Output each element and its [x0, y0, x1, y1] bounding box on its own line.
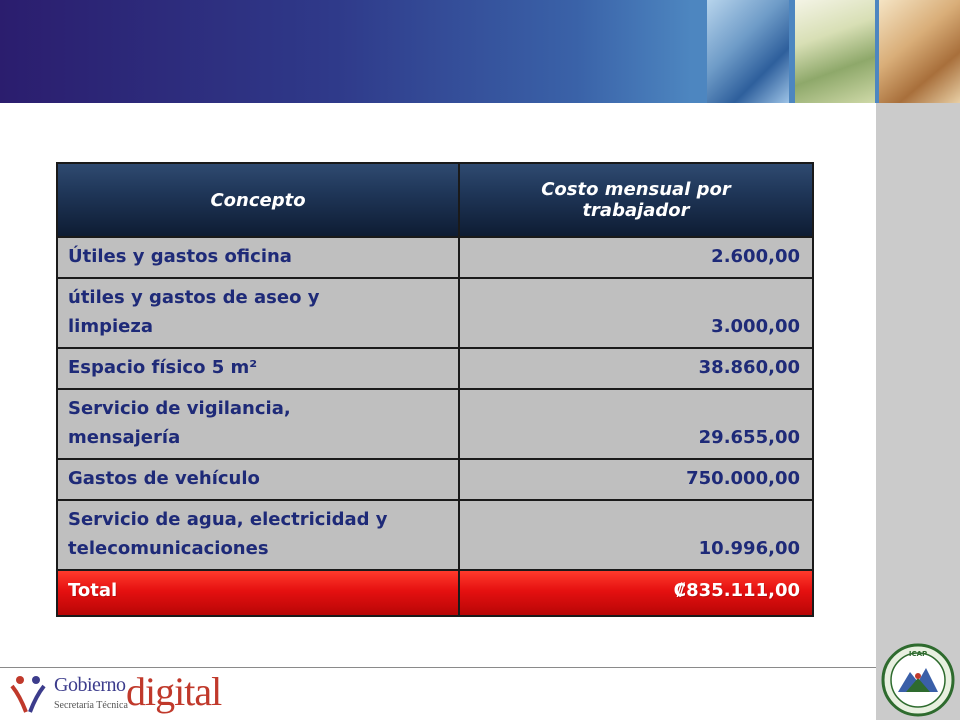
footer-divider [0, 667, 876, 668]
concept-cell [57, 389, 459, 459]
concept-cell [57, 500, 459, 570]
concept-text-line1: Servicio de vigilancia, [68, 398, 291, 419]
amount-cell [459, 348, 813, 389]
amount-text: 38.860,00 [698, 357, 800, 378]
logo-text [54, 669, 222, 716]
table-row [57, 500, 813, 570]
concept-text: Gastos de vehículo [68, 468, 260, 489]
amount-cell [459, 500, 813, 570]
amount-cell [459, 278, 813, 348]
amount-text: 3.000,00 [711, 316, 800, 337]
table-row [57, 278, 813, 348]
header-concept-label: Concepto [210, 189, 306, 211]
right-side-strip [876, 103, 960, 720]
gobierno-digital-logo [6, 669, 222, 716]
total-amount: ₡835.111,00 [673, 579, 800, 601]
logo-word-gobierno: Gobierno [54, 674, 126, 696]
icap-seal-icon [880, 642, 956, 718]
gobierno-digital-figure-icon [6, 672, 50, 716]
header-cost [459, 163, 813, 237]
concept-cell [57, 278, 459, 348]
total-amount-cell [459, 570, 813, 616]
concept-text: Útiles y gastos oficina [68, 246, 292, 267]
header-cost-line1: Costo mensual por [541, 179, 731, 200]
header-image-clock-calculator [707, 0, 789, 103]
total-row [57, 570, 813, 616]
total-label-cell [57, 570, 459, 616]
concept-cell [57, 237, 459, 278]
concept-text-line2: limpieza [68, 316, 153, 337]
header-cost-line2: trabajador [582, 200, 690, 221]
amount-cell [459, 389, 813, 459]
amount-text: 10.996,00 [698, 538, 800, 559]
table-row [57, 459, 813, 500]
amount-text: 29.655,00 [698, 427, 800, 448]
logo-word-digital: digital [126, 669, 222, 714]
header-image-pen-papers [879, 0, 960, 103]
header-image-keyboard [795, 0, 875, 103]
amount-text: 2.600,00 [711, 246, 800, 267]
concept-text-line2: telecomunicaciones [68, 538, 269, 559]
total-label: Total [68, 579, 118, 601]
concept-text: Espacio físico 5 m² [68, 357, 258, 378]
amount-cell [459, 459, 813, 500]
header-concept [57, 163, 459, 237]
table-header-row [57, 163, 813, 237]
concept-text-line1: Servicio de agua, electricidad y [68, 509, 388, 530]
svg-text:ICAP: ICAP [908, 650, 928, 658]
concept-text-line2: mensajería [68, 427, 181, 448]
logo-subtitle: Secretaría Técnica [54, 700, 128, 711]
table-row [57, 389, 813, 459]
concept-cell [57, 348, 459, 389]
cost-table [56, 162, 814, 617]
concept-cell [57, 459, 459, 500]
amount-text: 750.000,00 [686, 468, 800, 489]
amount-cell [459, 237, 813, 278]
table-row [57, 348, 813, 389]
concept-text-line1: útiles y gastos de aseo y [68, 287, 320, 308]
table-row [57, 237, 813, 278]
